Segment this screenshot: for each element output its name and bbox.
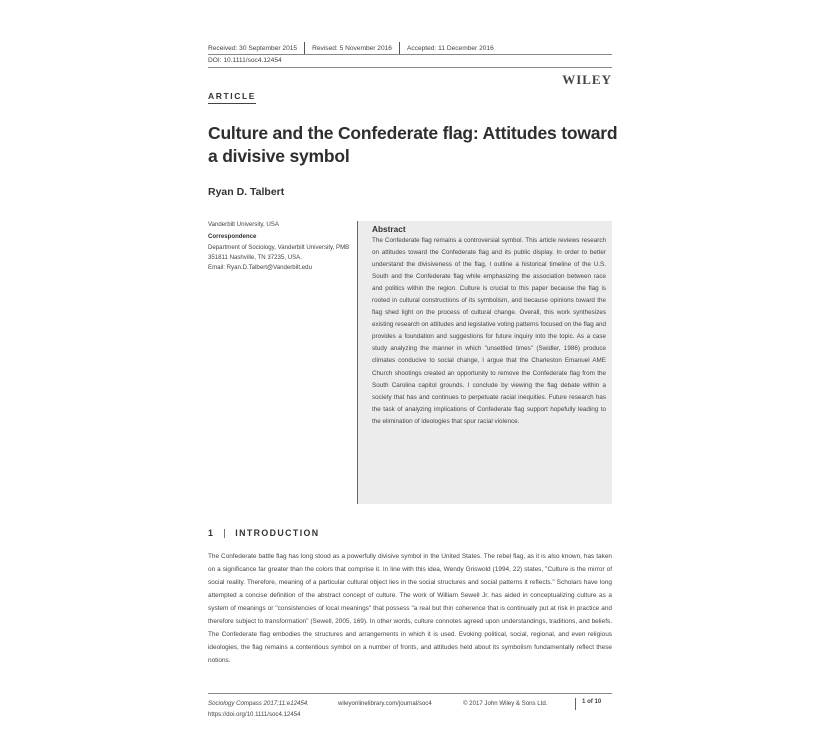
affiliation-block <box>208 220 356 273</box>
received-date: Received: 30 September 2015 <box>208 44 298 52</box>
section-divider <box>224 529 225 538</box>
accepted-date: Accepted: 11 December 2016 <box>406 44 494 52</box>
date-divider <box>399 42 400 54</box>
paper-title: Culture and the Confederate flag: Attitudes toward a divisive symbol <box>208 123 618 166</box>
correspondence-address: Department of Sociology, Vanderbilt University, PMB 351811 Nashville, TN 37235, USA. <box>208 243 350 261</box>
footer-doi-link[interactable]: https://doi.org/10.1111/soc4.12454 <box>208 711 301 718</box>
header-rule-lower <box>208 67 612 68</box>
publisher-logo: WILEY <box>562 72 612 87</box>
section-heading <box>208 528 320 538</box>
abstract-text: The Confederate flag remains a controversial symbol. This article reviews research on attitudes toward the Confederate flag and its public display. In order to better understand the divisiveness of the flag, I outline a historical timeline of the U.S. South and the Confederate flag while emphasizing the association between race and politics within the region. Culture is crucial to this paper because the flag is rooted in cultural constructions of its symbolism, and because opinions toward the flag shed light on the process of cultural change. Overall, this work synthesizes existing research on attitudes and legislative voting patterns focused on the flag and provides a foundation and suggestions for future inquiry into the topic. As a case study analyzing the manner in which "unsettled times" (Swidler, 1986) produce climates conducive to social change, I argue that the Charleston Emanuel AME Church shootings created an opportunity to remove the Confederate flag from the South Carolina capitol grounds. I conclude by viewing the flag debate within a society that has and continues to perpetuate racial inequities. Future research has the task of analyzing implications of Confederate flag support hopefully leading to the elimination of ideologies that spur racial violence. <box>372 237 606 425</box>
journal-citation: Sociology Compass 2017;11:e12454. <box>208 700 309 707</box>
correspondence-email[interactable]: Email: Ryan.D.Talbert@Vanderbilt.edu <box>208 264 312 272</box>
page-number: 1 of 10 <box>575 698 601 710</box>
abstract-box <box>357 221 612 504</box>
institution: Vanderbilt University, USA <box>208 221 279 228</box>
revised-date: Revised: 5 November 2016 <box>312 44 392 52</box>
header-rule <box>208 54 612 55</box>
introduction-paragraph: The Confederate battle flag has long stood as a powerfully divisive symbol in the United States. The rebel flag, as it is also known, has taken on a significance far greater than the colors that comprise it. In line with this idea, Wendy Griswold (1994, 22) states, "Culture is the mirror of social reality. Therefore, meaning of a particular cultural object lies in the social structures and social patterns it reflects." Scholars have long attempted a concise definition of the abstract concept of culture. The work of William Sewell Jr. has aided in conceptualizing culture as a system of meanings or "consistencies of local meanings" that possess "a real but thin coherence that is continually put at risk in practice and therefore subject to transformation" (Sewell, 2005, 169). In other words, culture connotes agreed upon understandings, traditions, and beliefs. The Confederate flag embodies the structures and arrangements in which it is used. Evoking political, social, regional, and even religious ideologies, the flag remains a contentious symbol on a number of fronts, and attitudes held about its symbolism fundamentally reflect these notions. <box>208 553 612 664</box>
abstract-heading: Abstract <box>372 224 406 234</box>
journal-site-link[interactable]: wileyonlinelibrary.com/journal/soc4 <box>338 700 432 707</box>
article-type-label: ARTICLE <box>208 91 256 104</box>
date-divider <box>304 42 305 54</box>
page-footer <box>208 698 612 720</box>
author-name: Ryan D. Talbert <box>208 186 285 198</box>
copyright-notice: © 2017 John Wiley & Sons Ltd. <box>463 700 548 707</box>
correspondence-label: Correspondence <box>208 233 257 241</box>
doi-label[interactable]: DOI: 10.1111/soc4.12454 <box>208 57 282 64</box>
footer-rule <box>208 693 612 694</box>
publication-dates <box>208 42 494 54</box>
section-number: 1 <box>208 528 215 538</box>
section-title: INTRODUCTION <box>235 528 320 538</box>
